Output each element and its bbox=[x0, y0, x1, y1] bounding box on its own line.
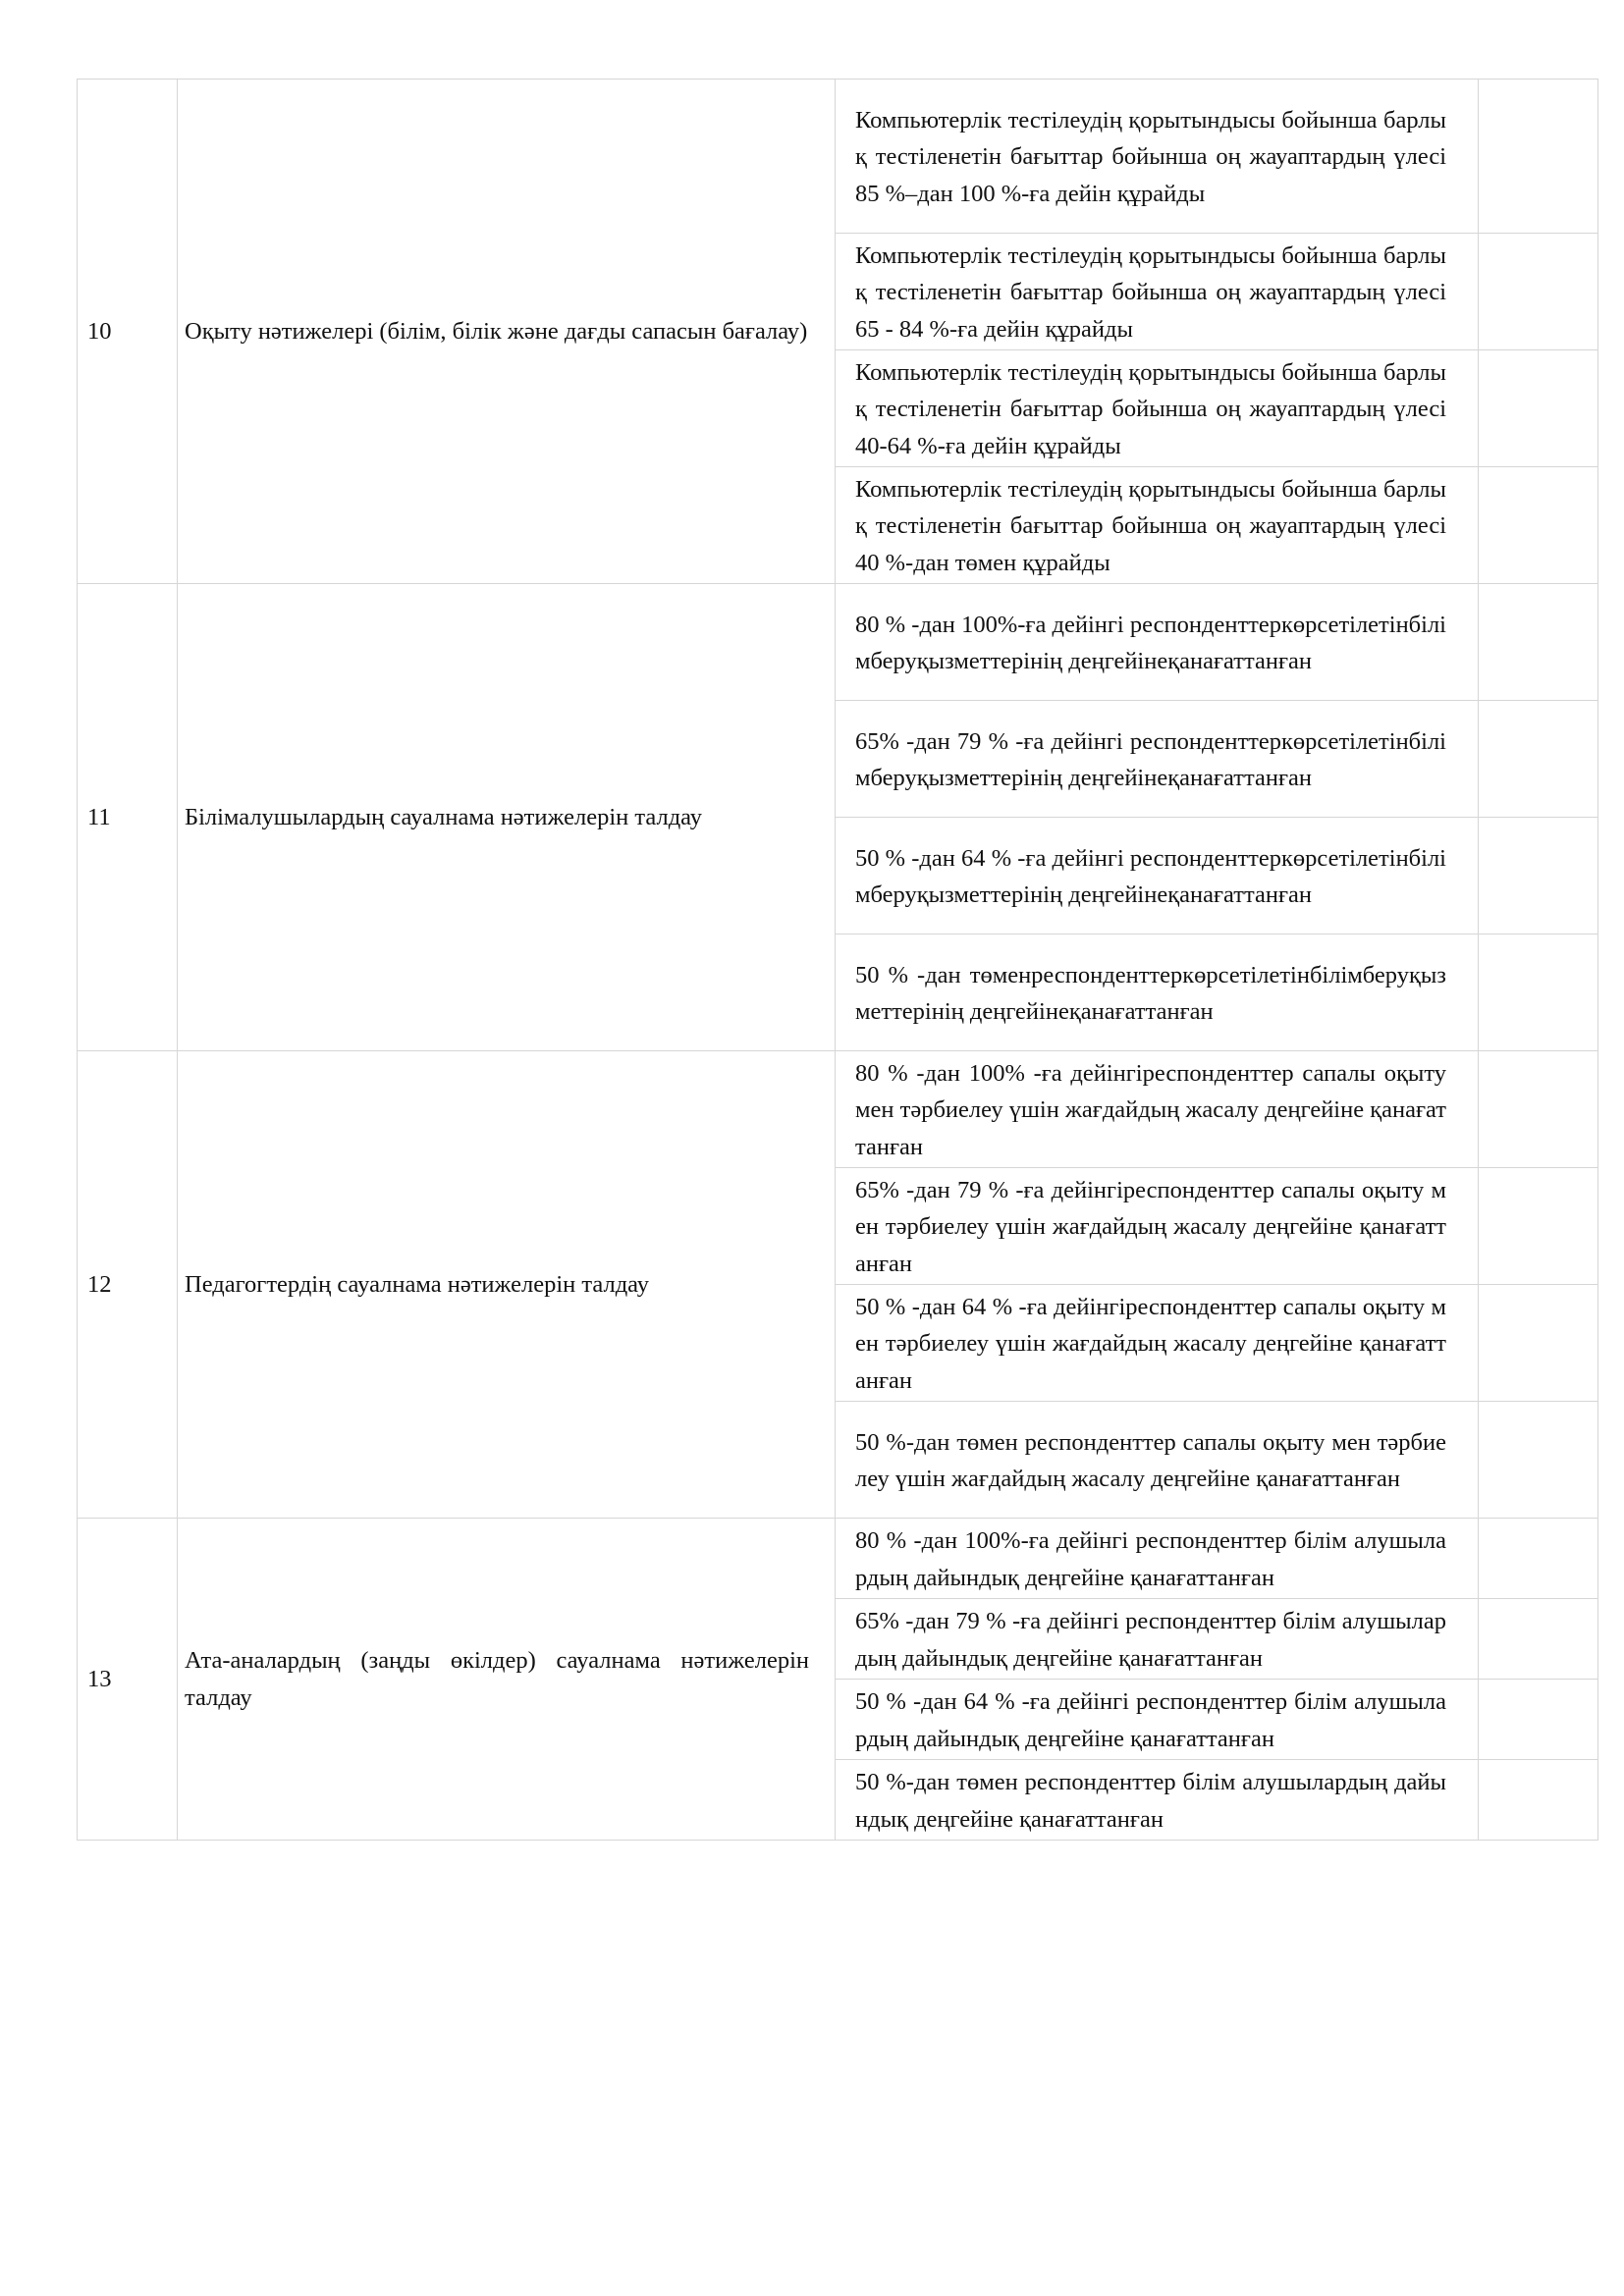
indicator-cell bbox=[836, 1599, 1479, 1680]
criterion-name: Педагогтердің сауалнама нәтижелерін талдау bbox=[178, 1051, 836, 1519]
indicator-text: 50 % -дан төменреспонденттеркөрсетілетінбілімберуқызметтерінің деңгейінеқанағаттанған bbox=[855, 961, 1446, 1025]
criterion-name: Білімалушылардың сауалнама нәтижелерін талдау bbox=[178, 584, 836, 1051]
table-row bbox=[78, 80, 1598, 234]
document-page bbox=[77, 79, 1597, 1841]
indicator-cell bbox=[836, 1402, 1479, 1519]
score-cell bbox=[1479, 350, 1598, 467]
score-cell bbox=[1479, 1285, 1598, 1402]
indicator-text: 50 % -дан 64 % -ға дейінгі респонденттер білім алушылардың дайындық деңгейіне қанағаттанған bbox=[855, 1688, 1446, 1752]
indicator-text: 50 % -дан 64 % -ға дейінгі респонденттеркөрсетілетінбілімберуқызметтерінің деңгейінеқанағаттанған bbox=[855, 844, 1446, 908]
criteria-table bbox=[77, 79, 1598, 1841]
criterion-number: 13 bbox=[78, 1519, 178, 1841]
indicator-text: 50 % -дан 64 % -ға дейінгіреспонденттер сапалы оқыту мен тәрбиелеу үшін жағдайдың жасалу деңгейіне қанағаттанған bbox=[855, 1293, 1446, 1394]
score-cell bbox=[1479, 1168, 1598, 1285]
table-row bbox=[78, 1519, 1598, 1599]
indicator-text: 80 % -дан 100% -ға дейінгіреспонденттер сапалы оқыту мен тәрбиелеу үшін жағдайдың жасалу деңгейіне қанағаттанған bbox=[855, 1059, 1446, 1160]
indicator-cell bbox=[836, 1168, 1479, 1285]
indicator-cell bbox=[836, 818, 1479, 934]
criterion-name: Ата-аналардың (заңды өкілдер) сауалнама нәтижелерін талдау bbox=[178, 1519, 836, 1841]
score-cell bbox=[1479, 818, 1598, 934]
indicator-cell bbox=[836, 80, 1479, 234]
indicator-text: Компьютерлік тестілеудің қорытындысы бойынша барлық тестіленетін бағыттар бойынша оң жауаптардың үлесі 40 %-дан төмен құрайды bbox=[855, 475, 1446, 576]
score-cell bbox=[1479, 234, 1598, 350]
score-cell bbox=[1479, 1402, 1598, 1519]
criterion-number: 10 bbox=[78, 80, 178, 584]
indicator-text: 65% -дан 79 % -ға дейінгі респонденттеркөрсетілетінбілімберуқызметтерінің деңгейінеқанағаттанған bbox=[855, 727, 1446, 791]
score-cell bbox=[1479, 584, 1598, 701]
indicator-text: 65% -дан 79 % -ға дейінгі респонденттер білім алушылардың дайындық деңгейіне қанағаттанған bbox=[855, 1608, 1446, 1672]
indicator-cell bbox=[836, 1285, 1479, 1402]
indicator-cell bbox=[836, 1051, 1479, 1168]
indicator-text: 50 %-дан төмен респонденттер білім алушылардың дайындық деңгейіне қанағаттанған bbox=[855, 1769, 1446, 1833]
indicator-cell bbox=[836, 234, 1479, 350]
score-cell bbox=[1479, 1051, 1598, 1168]
score-cell bbox=[1479, 1680, 1598, 1760]
score-cell bbox=[1479, 80, 1598, 234]
score-cell bbox=[1479, 934, 1598, 1051]
indicator-text: 65% -дан 79 % -ға дейінгіреспонденттер сапалы оқыту мен тәрбиелеу үшін жағдайдың жасалу деңгейіне қанағаттанған bbox=[855, 1176, 1446, 1277]
indicator-cell bbox=[836, 701, 1479, 818]
criterion-number: 12 bbox=[78, 1051, 178, 1519]
indicator-text: Компьютерлік тестілеудің қорытындысы бойынша барлық тестіленетін бағыттар бойынша оң жауаптардың үлесі 40-64 %-ға дейін құрайды bbox=[855, 358, 1446, 459]
score-cell bbox=[1479, 1599, 1598, 1680]
indicator-cell bbox=[836, 584, 1479, 701]
table-row bbox=[78, 584, 1598, 701]
table-row bbox=[78, 1051, 1598, 1168]
indicator-cell bbox=[836, 1680, 1479, 1760]
criterion-name: Оқыту нәтижелері (білім, білік және дағды сапасын бағалау) bbox=[178, 80, 836, 584]
indicator-cell bbox=[836, 1760, 1479, 1841]
indicator-text: Компьютерлік тестілеудің қорытындысы бойынша барлық тестіленетін бағыттар бойынша оң жауаптардың үлесі 85 %–дан 100 %-ға дейін құрайды bbox=[855, 106, 1446, 207]
indicator-text: 50 %-дан төмен респонденттер сапалы оқыту мен тәрбиелеу үшін жағдайдың жасалу деңгейіне қанағаттанған bbox=[855, 1428, 1446, 1492]
indicator-text: Компьютерлік тестілеудің қорытындысы бойынша барлық тестіленетін бағыттар бойынша оң жауаптардың үлесі 65 - 84 %-ға дейін құрайды bbox=[855, 241, 1446, 343]
score-cell bbox=[1479, 467, 1598, 584]
score-cell bbox=[1479, 1760, 1598, 1841]
indicator-cell bbox=[836, 467, 1479, 584]
indicator-cell bbox=[836, 934, 1479, 1051]
score-cell bbox=[1479, 701, 1598, 818]
score-cell bbox=[1479, 1519, 1598, 1599]
indicator-cell bbox=[836, 1519, 1479, 1599]
indicator-cell bbox=[836, 350, 1479, 467]
indicator-text: 80 % -дан 100%-ға дейінгі респонденттер білім алушылардың дайындық деңгейіне қанағаттанған bbox=[855, 1527, 1446, 1591]
criterion-number: 11 bbox=[78, 584, 178, 1051]
indicator-text: 80 % -дан 100%-ға дейінгі респонденттеркөрсетілетінбілімберуқызметтерінің деңгейінеқанағаттанған bbox=[855, 611, 1446, 674]
